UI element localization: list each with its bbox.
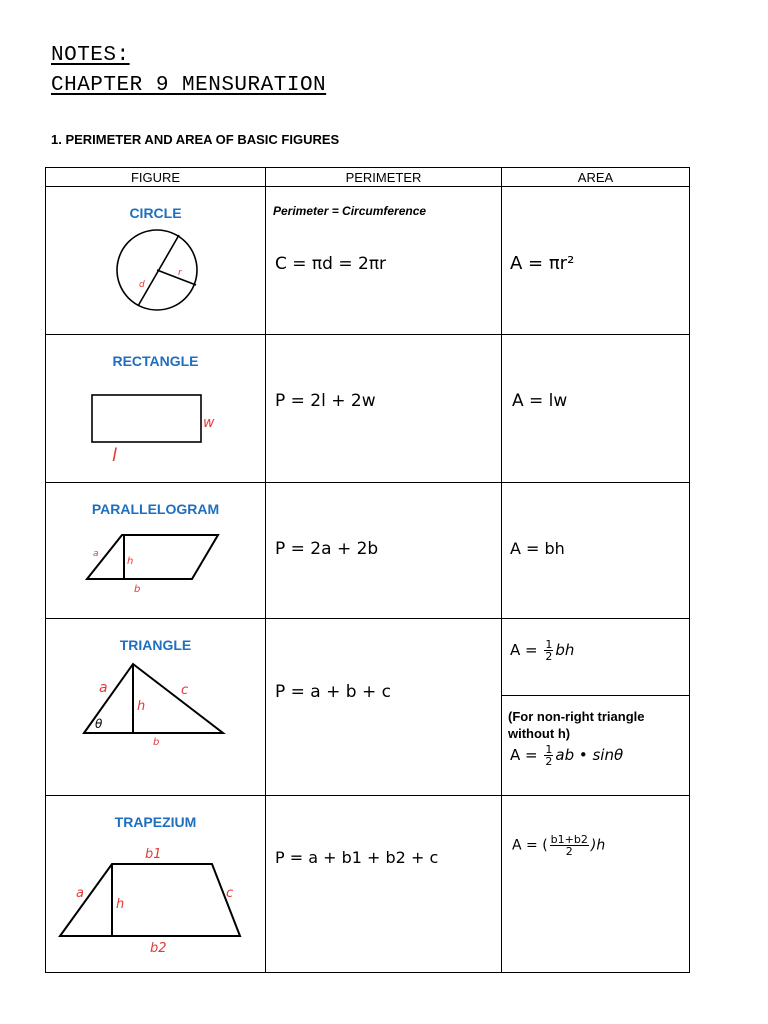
- area-formula-circle: A = πr²: [510, 253, 575, 274]
- perimeter-formula-parallelogram: P = 2a + 2b: [275, 539, 379, 559]
- fraction-half: $\frac{1}{2}$: [545, 743, 553, 769]
- area-formula-trapezium: A = ( $\frac{b1+b2}{2}$ )h: [512, 833, 606, 858]
- section-title: 1. PERIMETER AND AREA OF BASIC FIGURES: [51, 132, 340, 147]
- nonright-note: (For non-right triangle without h): [508, 709, 645, 742]
- perimeter-cell-triangle: [266, 619, 502, 796]
- label-b2: b2: [150, 941, 167, 956]
- label-w: w: [203, 415, 215, 431]
- figure-title-triangle: TRIANGLE: [119, 637, 192, 653]
- table-header-row: [46, 168, 690, 187]
- figure-title-circle: CIRCLE: [129, 205, 182, 221]
- label-l: l: [112, 445, 118, 466]
- perimeter-formula-triangle: P = a + b + c: [275, 682, 391, 702]
- rectangle-diagram: [46, 335, 265, 483]
- column-header-area: AREA: [502, 168, 690, 187]
- perimeter-note: Perimeter = Circumference: [273, 204, 427, 218]
- area-formula-rectangle: A = lw: [512, 391, 568, 411]
- formula-table: [45, 167, 690, 973]
- area-formula-triangle-sin: A = $\frac{1}{2}$ ab • sinθ: [510, 743, 624, 769]
- circle-diagram: [46, 187, 265, 335]
- figure-cell-parallelogram: [46, 483, 266, 619]
- figure-title-rectangle: RECTANGLE: [112, 353, 199, 369]
- label-a: a: [76, 886, 84, 901]
- figure-cell-triangle: [46, 619, 266, 796]
- perimeter-cell-trapezium: [266, 796, 502, 973]
- label-h: h: [127, 556, 134, 567]
- label-b1: b1: [145, 847, 162, 862]
- label-d: d: [139, 280, 145, 290]
- label-a: a: [99, 680, 108, 696]
- table-row-rectangle: [46, 335, 690, 483]
- area-cell-circle: [502, 187, 690, 335]
- trapezium-diagram: [46, 796, 265, 973]
- perimeter-formula-trapezium: P = a + b1 + b2 + c: [275, 848, 439, 867]
- figure-title-parallelogram: PARALLELOGRAM: [91, 501, 220, 517]
- perimeter-cell-circle: [266, 187, 502, 335]
- table-row-parallelogram: [46, 483, 690, 619]
- fraction-half: $\frac{1}{2}$: [545, 638, 553, 663]
- area-formula-parallelogram: A = bh: [510, 539, 565, 558]
- perimeter-formula-rectangle: P = 2l + 2w: [275, 391, 376, 411]
- label-h: h: [137, 699, 146, 714]
- notes-heading: NOTES:: [51, 44, 130, 67]
- table-row-trapezium: [46, 796, 690, 973]
- label-c: c: [226, 886, 234, 901]
- figure-cell-trapezium: [46, 796, 266, 973]
- label-theta: θ: [95, 717, 103, 731]
- area-formula-triangle: A = $\frac{1}{2}$ bh: [510, 638, 575, 663]
- label-h: h: [116, 897, 125, 912]
- area-cell-rectangle: [502, 335, 690, 483]
- label-a: a: [93, 549, 99, 559]
- table-row-circle: [46, 187, 690, 335]
- area-cell-trapezium: [502, 796, 690, 973]
- area-cell-triangle-nonright: [502, 696, 690, 796]
- label-c: c: [181, 683, 189, 698]
- label-b: b: [134, 584, 141, 595]
- figure-title-trapezium: TRAPEZIUM: [114, 814, 197, 830]
- area-cell-parallelogram: [502, 483, 690, 619]
- fraction-b1-b2: $\frac{b1+b2}{2}$: [550, 833, 588, 858]
- area-cell-triangle: [502, 619, 690, 696]
- chapter-heading: CHAPTER 9 MENSURATION: [51, 74, 327, 97]
- label-r: r: [178, 268, 182, 278]
- figure-cell-circle: [46, 187, 266, 335]
- figure-cell-rectangle: [46, 335, 266, 483]
- perimeter-cell-rectangle: [266, 335, 502, 483]
- table-row-triangle: [46, 619, 690, 696]
- parallelogram-diagram: [46, 483, 265, 619]
- perimeter-cell-parallelogram: [266, 483, 502, 619]
- perimeter-formula-circle: C = πd = 2πr: [275, 254, 387, 274]
- column-header-figure: FIGURE: [46, 168, 266, 187]
- column-header-perimeter: PERIMETER: [266, 168, 502, 187]
- label-b: b: [153, 737, 160, 748]
- triangle-diagram: [46, 619, 265, 795]
